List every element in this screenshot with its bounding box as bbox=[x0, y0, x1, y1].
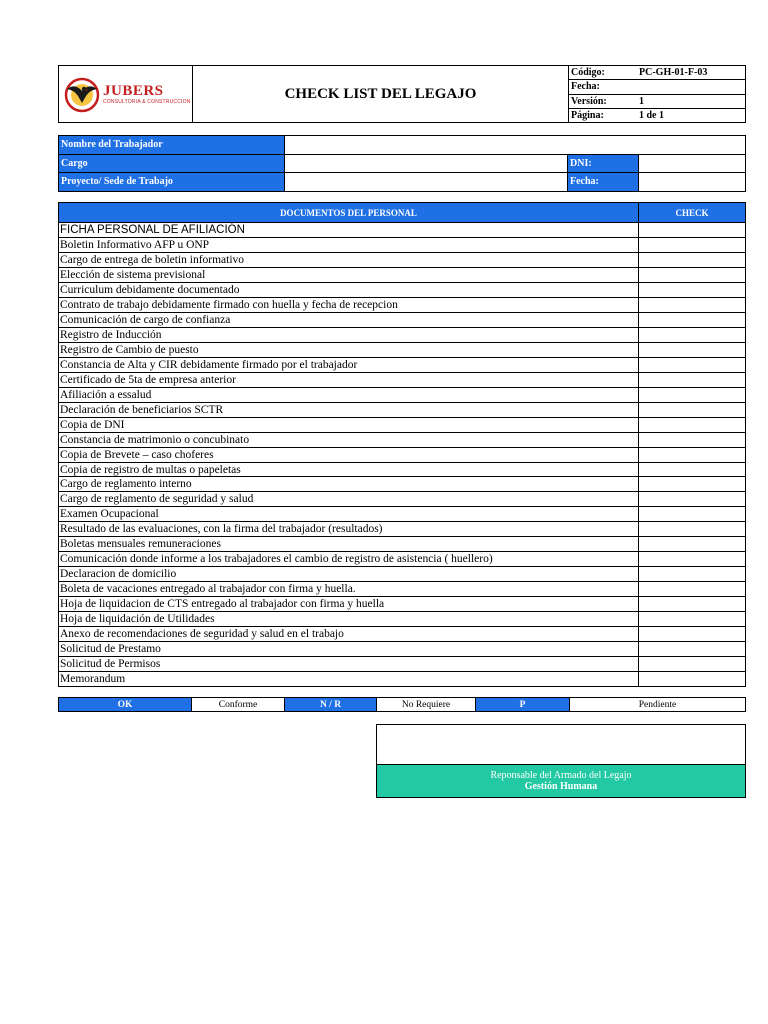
worker-cargo-row bbox=[59, 155, 745, 174]
checklist-check-cell[interactable] bbox=[639, 253, 745, 267]
checklist-check-cell[interactable] bbox=[639, 238, 745, 252]
checklist-check-cell[interactable] bbox=[639, 388, 745, 402]
signature-caption bbox=[377, 765, 745, 797]
checklist-item-label: Registro de Inducción bbox=[59, 328, 639, 342]
legend-code-ok: OK bbox=[59, 698, 192, 711]
legend-code-p: P bbox=[476, 698, 570, 711]
checklist-row bbox=[59, 462, 745, 477]
checklist-row bbox=[59, 432, 745, 447]
checklist-item-label: Declaración de beneficiarios SCTR bbox=[59, 403, 639, 417]
checklist-check-cell[interactable] bbox=[639, 507, 745, 521]
meta-row-version: Versión: 1 bbox=[569, 95, 745, 109]
cargo-label: Cargo bbox=[59, 155, 285, 173]
checklist-body bbox=[59, 222, 745, 686]
checklist-row bbox=[59, 267, 745, 282]
checklist-row bbox=[59, 312, 745, 327]
check-column-header: CHECK bbox=[675, 207, 709, 218]
project-label: Proyecto/ Sede de Trabajo bbox=[59, 173, 285, 191]
checklist-item-label: Elección de sistema previsional bbox=[59, 268, 639, 282]
checklist-item-label: Constancia de Alta y CIR debidamente firmado por el trabajador bbox=[59, 358, 639, 372]
checklist-row bbox=[59, 551, 745, 566]
checklist-item-label: Copia de Brevete – caso choferes bbox=[59, 448, 639, 462]
checklist-row bbox=[59, 297, 745, 312]
checklist-check-cell[interactable] bbox=[639, 522, 745, 536]
fecha-field[interactable] bbox=[639, 173, 745, 191]
checklist-check-cell[interactable] bbox=[639, 433, 745, 447]
checklist-row bbox=[59, 521, 745, 536]
checklist-row bbox=[59, 237, 745, 252]
fecha-label: Fecha: bbox=[568, 173, 639, 191]
legend-meaning-p: Pendiente bbox=[638, 699, 677, 710]
checklist-check-cell[interactable] bbox=[639, 657, 745, 671]
checklist-check-cell[interactable] bbox=[639, 298, 745, 312]
worker-name-field[interactable] bbox=[285, 136, 745, 154]
legend-code-nr: N / R bbox=[285, 698, 377, 711]
document-meta bbox=[569, 66, 745, 122]
checklist-check-cell[interactable] bbox=[639, 492, 745, 506]
checklist-check-cell[interactable] bbox=[639, 448, 745, 462]
meta-row-fecha: Fecha: bbox=[569, 80, 745, 94]
legend-meaning-nr: No Requiere bbox=[377, 698, 476, 711]
checklist-check-cell[interactable] bbox=[639, 283, 745, 297]
checklist-item-label: Hoja de liquidación de Utilidades bbox=[59, 612, 639, 626]
checklist-check-cell[interactable] bbox=[639, 642, 745, 656]
checklist-item-label: Certificado de 5ta de empresa anterior bbox=[59, 373, 639, 387]
checklist-item-label: Anexo de recomendaciones de seguridad y salud en el trabajo bbox=[59, 627, 639, 641]
checklist-item-label: Solicitud de Prestamo bbox=[59, 642, 639, 656]
checklist-item-label: Curriculum debidamente documentado bbox=[59, 283, 639, 297]
checklist-item-label: Resultado de las evaluaciones, con la firma del trabajador (resultados) bbox=[59, 522, 639, 536]
checklist-item-label: Boleta de vacaciones entregado al trabajador con firma y huella. bbox=[59, 582, 639, 596]
checklist-check-cell[interactable] bbox=[639, 537, 745, 551]
signature-area[interactable] bbox=[377, 725, 745, 765]
dni-label: DNI: bbox=[568, 155, 639, 173]
company-logo bbox=[59, 66, 193, 122]
checklist-check-cell[interactable] bbox=[639, 358, 745, 372]
checklist-check-cell[interactable] bbox=[639, 612, 745, 626]
checklist-row bbox=[59, 327, 745, 342]
checklist-check-cell[interactable] bbox=[639, 552, 745, 566]
checklist-check-cell[interactable] bbox=[639, 418, 745, 432]
checklist-row bbox=[59, 671, 745, 686]
checklist-check-cell[interactable] bbox=[639, 268, 745, 282]
checklist-item-label: Copia de registro de multas o papeletas bbox=[59, 463, 639, 477]
signature-role: Reponsable del Armado del Legajo bbox=[490, 770, 632, 781]
checklist-row bbox=[59, 282, 745, 297]
checklist-row bbox=[59, 656, 745, 671]
checklist-item-label: Boletin Informativo AFP u ONP bbox=[59, 238, 639, 252]
checklist-check-cell[interactable] bbox=[639, 567, 745, 581]
checklist-check-cell[interactable] bbox=[639, 627, 745, 641]
dni-field[interactable] bbox=[639, 155, 745, 173]
documents-checklist bbox=[58, 202, 746, 687]
checklist-row bbox=[59, 506, 745, 521]
checklist-item-label: Copia de DNI bbox=[59, 418, 639, 432]
status-legend bbox=[58, 697, 746, 712]
checklist-row bbox=[59, 402, 745, 417]
checklist-item-label: Examen Ocupacional bbox=[59, 507, 639, 521]
checklist-item-label: Cargo de entrega de boletin informativo bbox=[59, 253, 639, 267]
checklist-item-label: Comunicación de cargo de confianza bbox=[59, 313, 639, 327]
document-header bbox=[58, 65, 746, 123]
checklist-header bbox=[59, 203, 745, 222]
checklist-row bbox=[59, 641, 745, 656]
checklist-item-label: Declaracion de domicilio bbox=[59, 567, 639, 581]
checklist-item-label: Solicitud de Permisos bbox=[59, 657, 639, 671]
checklist-check-cell[interactable] bbox=[639, 672, 745, 686]
checklist-check-cell[interactable] bbox=[639, 313, 745, 327]
checklist-item-label: Comunicación donde informe a los trabajadores el cambio de registro de asistencia ( huellero) bbox=[59, 552, 639, 566]
checklist-item-label: Cargo de reglamento de seguridad y salud bbox=[59, 492, 639, 506]
checklist-check-cell[interactable] bbox=[639, 582, 745, 596]
logo-name: JUBERS bbox=[103, 82, 164, 99]
checklist-item-label: Afiliación a essalud bbox=[59, 388, 639, 402]
meta-row-pagina: Página: 1 de 1 bbox=[571, 109, 664, 121]
checklist-row bbox=[59, 626, 745, 641]
checklist-row bbox=[59, 342, 745, 357]
worker-name-row bbox=[59, 136, 745, 155]
checklist-row bbox=[59, 222, 745, 237]
checklist-row bbox=[59, 372, 745, 387]
checklist-item-label: Contrato de trabajo debidamente firmado con huella y fecha de recepcion bbox=[59, 298, 639, 312]
checklist-item-label: Hoja de liquidacion de CTS entregado al trabajador con firma y huella bbox=[59, 597, 639, 611]
checklist-check-cell[interactable] bbox=[639, 463, 745, 477]
checklist-row bbox=[59, 491, 745, 506]
checklist-item-label: Boletas mensuales remuneraciones bbox=[59, 537, 639, 551]
checklist-check-cell[interactable] bbox=[639, 597, 745, 611]
worker-name-label: Nombre del Trabajador bbox=[59, 136, 285, 154]
documents-column-header: DOCUMENTOS DEL PERSONAL bbox=[59, 203, 639, 222]
checklist-item-label: Cargo de reglamento interno bbox=[59, 477, 639, 491]
worker-project-row bbox=[59, 173, 745, 191]
checklist-item-label: Memorandum bbox=[59, 672, 639, 686]
signature-department: Gestión Humana bbox=[524, 781, 598, 792]
checklist-check-cell[interactable] bbox=[639, 403, 745, 417]
checklist-row bbox=[59, 581, 745, 596]
checklist-row bbox=[59, 536, 745, 551]
checklist-check-cell[interactable] bbox=[639, 223, 745, 237]
checklist-row bbox=[59, 447, 745, 462]
logo-subtitle: CONSULTORIA & CONSTRUCCION bbox=[103, 98, 191, 105]
checklist-item-label: Registro de Cambio de puesto bbox=[59, 343, 639, 357]
checklist-item-label: Constancia de matrimonio o concubinato bbox=[59, 433, 639, 447]
checklist-item-label: FICHA PERSONAL DE AFILIACIÓN bbox=[59, 223, 639, 237]
checklist-row bbox=[59, 566, 745, 581]
checklist-row bbox=[59, 357, 745, 372]
cargo-field[interactable] bbox=[285, 155, 568, 173]
jubers-eagle-icon bbox=[63, 75, 101, 113]
legend-meaning-ok: Conforme bbox=[192, 698, 285, 711]
checklist-check-cell[interactable] bbox=[639, 328, 745, 342]
document-title: CHECK LIST DEL LEGAJO bbox=[193, 66, 569, 122]
checklist-check-cell[interactable] bbox=[639, 477, 745, 491]
checklist-row bbox=[59, 387, 745, 402]
checklist-row bbox=[59, 476, 745, 491]
checklist-row bbox=[59, 417, 745, 432]
checklist-check-cell[interactable] bbox=[639, 343, 745, 357]
worker-info-table bbox=[58, 135, 746, 192]
signature-box bbox=[376, 724, 746, 798]
checklist-row bbox=[59, 596, 745, 611]
checklist-row bbox=[59, 252, 745, 267]
checklist-check-cell[interactable] bbox=[639, 373, 745, 387]
project-field[interactable] bbox=[285, 173, 568, 191]
checklist-row bbox=[59, 611, 745, 626]
meta-row-codigo: Código: PC-GH-01-F-03 bbox=[569, 66, 745, 80]
